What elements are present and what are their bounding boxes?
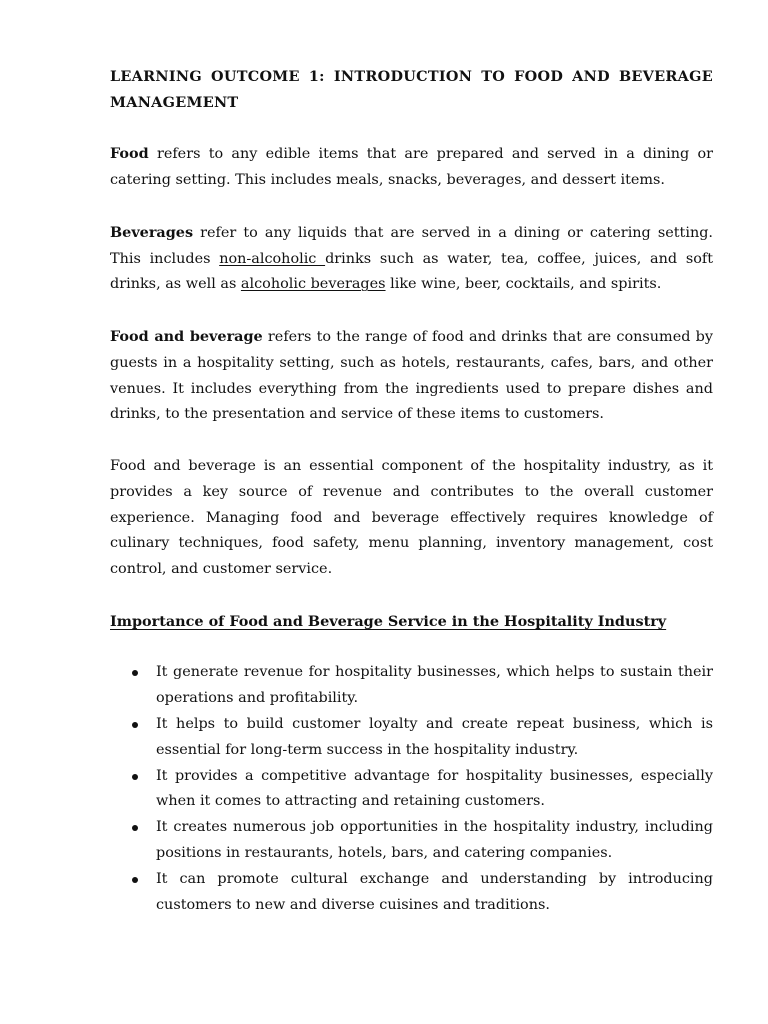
bullet-text: It generate revenue for hospitality businesses, which helps to sustain their operations and profitability. [156, 664, 713, 707]
beverages-text-a: refer to any liquids that are served in a dining or catering setting. This includes [110, 224, 713, 267]
non-alcoholic-link[interactable]: non-alcoholic [219, 250, 326, 267]
bullet-dot-icon [132, 825, 138, 831]
bullet-item [110, 712, 713, 764]
food-term: Food [110, 145, 149, 163]
bullet-text: It provides a competitive advantage for hospitality businesses, especially when it comes to attracting and retaining customers. [156, 767, 713, 810]
bullet-text: It helps to build customer loyalty and create repeat business, which is essential for long-term success in the hospitality industry. [156, 715, 713, 758]
beverages-term: Beverages [110, 223, 194, 241]
food-and-beverage-term: Food and beverage [110, 327, 263, 345]
document-page [110, 64, 713, 918]
bullet-dot-icon [132, 774, 138, 780]
essential-component-paragraph: Food and beverage is an essential component of the hospitality industry, as it provides a key source of revenue and contributes to the overall customer experience. Managing food and beverage effectively requires knowledge of culinary techniques, food safety, menu planning, inventory management, cost control, and customer service. [110, 457, 713, 578]
bullet-dot-icon [132, 877, 138, 883]
food-definition-paragraph [110, 141, 713, 194]
spacer [110, 116, 713, 142]
page-title-line-1: LEARNING OUTCOME 1: INTRODUCTION TO FOOD AND BEVERAGE [110, 68, 713, 85]
bullet-item [110, 660, 713, 712]
spacer [110, 194, 713, 220]
beverages-text-b: drinks such as water, tea, coffee, juices, and soft drinks, as well as [110, 250, 713, 293]
spacer [110, 428, 713, 454]
bullet-text: It can promote cultural exchange and understanding by introducing customers to new and diverse cuisines and traditions. [156, 870, 713, 913]
bullet-dot-icon [132, 670, 138, 676]
food-and-beverage-text: refers to the range of food and drinks that are consumed by guests in a hospitality setting, such as hotels, restaurants, cafes, bars, and other venues. It includes everything from the ingredients used to prepare dishes and drinks, to the presentation and service of these items to customers. [110, 328, 713, 423]
beverages-text-c: like wine, beer, cocktails, and spirits. [385, 276, 662, 293]
bullet-dot-icon [132, 722, 138, 728]
bullet-text: It creates numerous job opportunities in the hospitality industry, including positions in restaurants, hotels, bars, and catering companies. [156, 819, 713, 861]
food-and-beverage-definition-paragraph [110, 324, 713, 428]
food-definition-text: refers to any edible items that are prepared and served in a dining or catering setting. This includes meals, snacks, beverages, and dessert items. [110, 146, 713, 189]
beverages-definition-paragraph [110, 220, 713, 298]
spacer [110, 635, 713, 661]
bullet-item [110, 867, 713, 919]
bullet-item [110, 764, 713, 816]
page-title [110, 64, 713, 116]
alcoholic-beverages-link[interactable]: alcoholic beverages [240, 276, 386, 293]
page-title-line-2: MANAGEMENT [110, 93, 239, 111]
spacer [110, 583, 713, 609]
bullet-item [110, 815, 713, 867]
spacer [110, 298, 713, 324]
importance-bullet-list [110, 660, 713, 918]
importance-heading: Importance of Food and Beverage Service in the Hospitality Industry [110, 612, 667, 630]
